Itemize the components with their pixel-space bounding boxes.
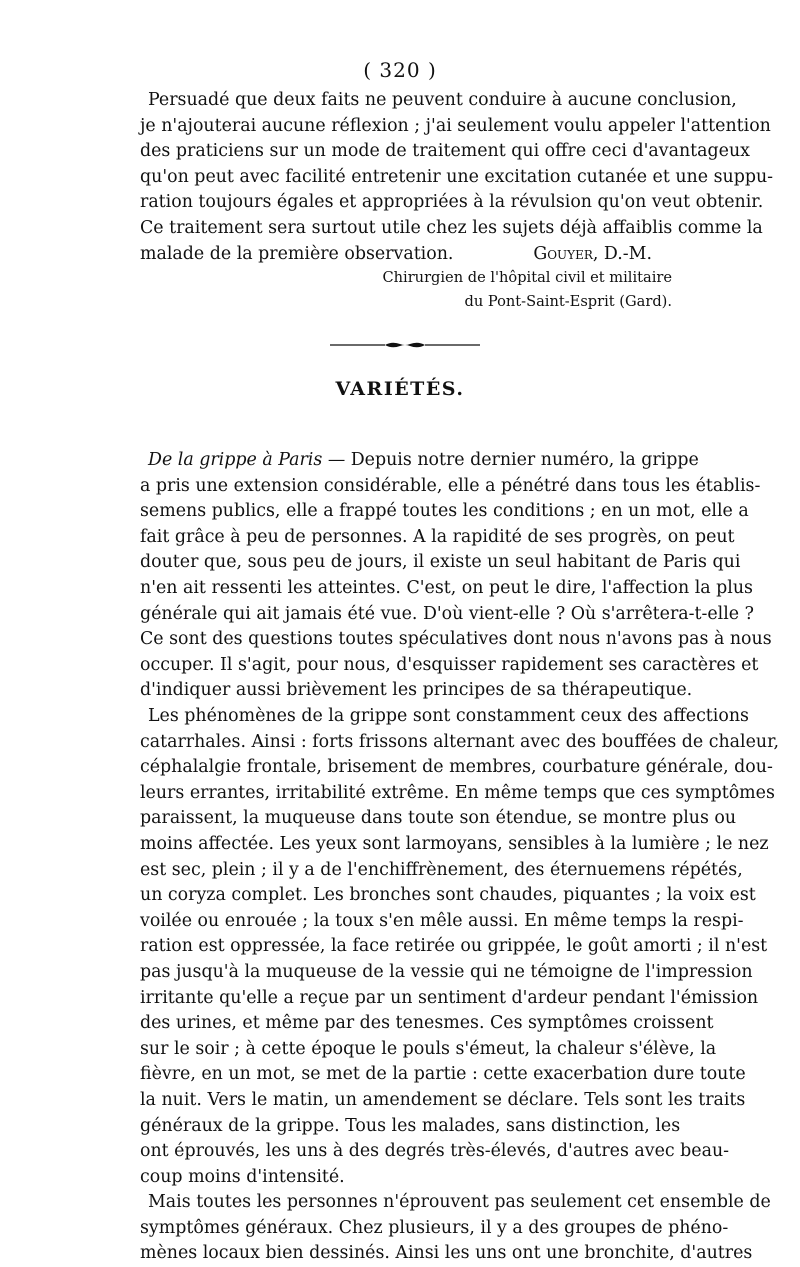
text-line: semens publics, elle a frappé toutes les conditions ; en un mot, elle a — [140, 501, 749, 522]
section-title: VARIÉTÉS. — [335, 378, 465, 400]
text-line: mènes locaux bien dessinés. Ainsi les uns ont une bronchite, d'autres — [140, 1243, 753, 1264]
text-line: généraux de la grippe. Tous les malades, sans distinction, les — [140, 1115, 681, 1136]
text-line: fait grâce à peu de personnes. A la rapidité de ses progrès, on peut — [140, 526, 735, 547]
affiliation-line: du Pont-Saint-Esprit (Gard). — [464, 293, 672, 310]
text-line: la nuit. Vers le matin, un amendement se déclare. Tels sont les traits — [140, 1089, 746, 1110]
text-line: Ce traitement sera surtout utile chez les sujets déjà affaiblis comme la — [140, 217, 763, 238]
text-line: coup moins d'intensité. — [140, 1166, 345, 1187]
text-line: qu'on peut avec facilité entretenir une excitation cutanée et une suppu- — [140, 166, 774, 187]
affiliation-line: Chirurgien de l'hôpital civil et militaire — [382, 269, 672, 286]
signature-line — [140, 242, 680, 268]
text-line: leurs errantes, irritabilité extrême. En même temps que ces symptômes — [140, 782, 775, 803]
author-affiliation — [382, 266, 672, 314]
text-line: pas jusqu'à la muqueuse de la vessie qui ne témoigne de l'impression — [140, 961, 753, 982]
text-line: céphalalgie frontale, brisement de membres, courbature générale, dou- — [140, 757, 773, 778]
text-line: je n'ajouterai aucune réflexion ; j'ai seulement voulu appeler l'attention — [140, 115, 771, 136]
text-line: des urines, et même par des tenesmes. Ces symptômes croissent — [140, 1013, 714, 1034]
text-line: voilée ou enrouée ; la toux s'en mêle aussi. En même temps la respi- — [140, 910, 744, 931]
author-name: Gouyer, D.-M. — [533, 243, 652, 264]
text-line: générale qui ait jamais été vue. D'où vient-elle ? Où s'arrêtera-t-elle ? — [140, 603, 754, 624]
text-line: irritante qu'elle a reçue par un sentiment d'ardeur pendant l'émission — [140, 987, 759, 1008]
text-line: ration toujours égales et appropriées à la révulsion qu'on veut obtenir. — [140, 192, 764, 213]
text-line: symptômes généraux. Chez plusieurs, il y a des groupes de phéno- — [140, 1217, 729, 1238]
text-line: catarrhales. Ainsi : forts frissons alternant avec des bouffées de chaleur, — [140, 731, 780, 752]
text-line: ont éprouvés, les uns à des degrés très-élevés, d'autres avec beau- — [140, 1141, 730, 1162]
text-line: un coryza complet. Les bronches sont chaudes, piquantes ; la voix est — [140, 885, 756, 906]
text-line: Les phénomènes de la grippe sont constamment ceux des affections — [148, 706, 749, 726]
text-line: fièvre, en un mot, se met de la partie : cette exacerbation dure toute — [140, 1064, 746, 1085]
text-line: sur le soir ; à cette époque le pouls s'émeut, la chaleur s'élève, la — [140, 1038, 717, 1059]
text-line: n'en ait ressenti les atteintes. C'est, on peut le dire, l'affection la plus — [140, 577, 753, 598]
text-line: occuper. Il s'agit, pour nous, d'esquisser rapidement ses caractères et — [140, 654, 759, 675]
page-number: ( 320 ) — [363, 58, 437, 82]
text-line: paraissent, la muqueuse dans toute son étendue, se montre plus ou — [140, 808, 737, 829]
text-line: a pris une extension considérable, elle a pénétré dans tous les établis- — [140, 475, 761, 496]
text-line: ration est oppressée, la face retirée ou grippée, le goût amorti ; il n'est — [140, 936, 768, 957]
text-line: d'indiquer aussi brièvement les principes de sa thérapeutique. — [140, 680, 693, 701]
intro-paragraph — [140, 88, 774, 267]
signature-lead-text: malade de la première observation. — [140, 243, 454, 264]
text-fragment: — Depuis notre dernier numéro, la grippe — [322, 450, 699, 470]
text-line — [140, 448, 699, 474]
ornamental-divider — [330, 340, 480, 350]
text-line: des praticiens sur un mode de traitement qui offre ceci d'avantageux — [140, 141, 750, 162]
article-paragraph-1 — [140, 448, 772, 704]
article-paragraph-3 — [140, 1190, 771, 1267]
article-heading: De la grippe à Paris — [148, 450, 323, 470]
text-line: Persuadé que deux faits ne peuvent conduire à aucune conclusion, — [148, 90, 737, 110]
text-line: est sec, plein ; il y a de l'enchiffrènement, des éternuemens répétés, — [140, 859, 743, 880]
text-line: moins affectée. Les yeux sont larmoyans, sensibles à la lumière ; le nez — [140, 833, 769, 854]
article-paragraph-2 — [140, 704, 780, 1190]
text-line: Mais toutes les personnes n'éprouvent pas seulement cet ensemble de — [148, 1192, 771, 1212]
text-line: Ce sont des questions toutes spéculatives dont nous n'avons pas à nous — [140, 629, 772, 650]
text-line: douter que, sous peu de jours, il existe un seul habitant de Paris qui — [140, 552, 741, 573]
